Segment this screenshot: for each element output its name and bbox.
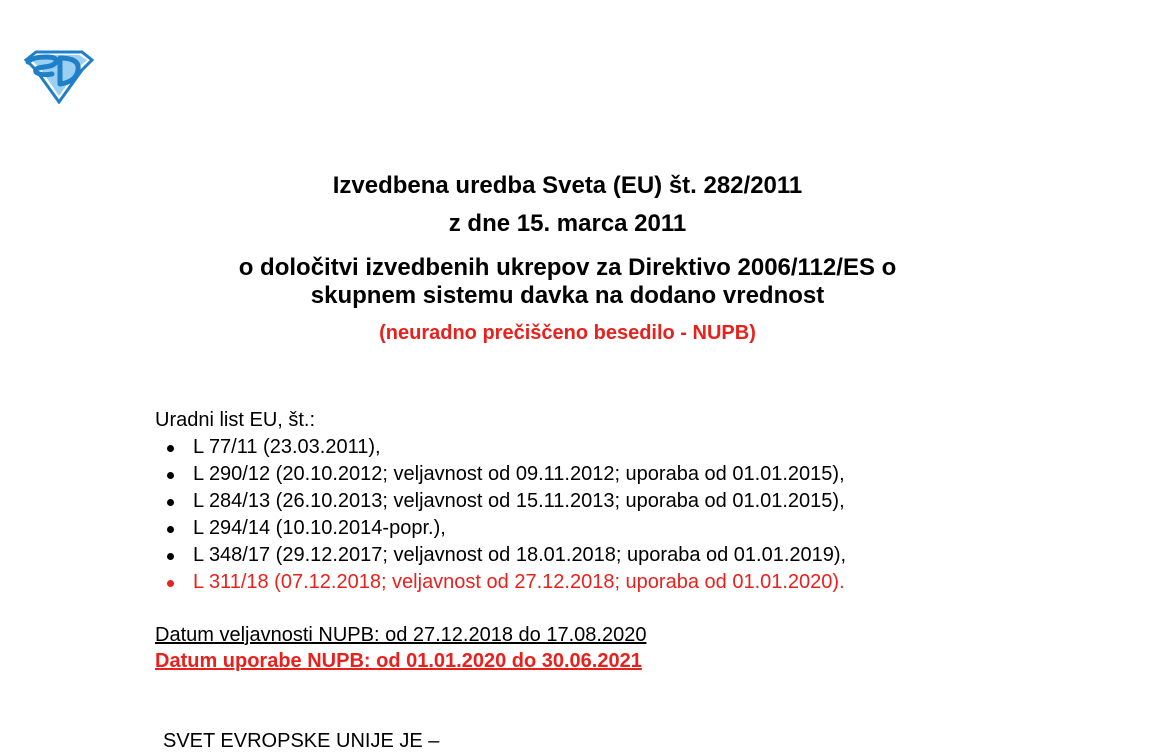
bullet-icon [167,445,174,452]
official-journal-heading: Uradni list EU, št.: [155,409,316,431]
bullet-icon [167,580,174,587]
list-item-text: L 290/12 (20.10.2012; veljavnost od 09.11.2012; uporaba od 01.01.2015), [193,463,845,485]
list-item-text: L 294/14 (10.10.2014-popr.), [193,517,446,539]
sd-logo-icon [22,48,96,104]
bullet-icon [167,553,174,560]
title-line-3: o določitvi izvedbenih ukrepov za Direktivo 2006/112/ES o [238,254,897,281]
list-item-text: L 77/11 (23.03.2011), [193,436,381,458]
title-line-4: skupnem sistemu davka na dodano vrednost [310,282,825,309]
bullet-icon [167,526,174,533]
application-date: Datum uporabe NUPB: od 01.01.2020 do 30.06.2021 [155,650,642,672]
official-journal-section [155,407,1055,596]
list-item-text: L 284/13 (26.10.2013; veljavnost od 15.11.2013; uporaba od 01.01.2015), [193,490,845,512]
council-text: SVET EVROPSKE UNIJE JE – [163,730,440,752]
official-journal-list [155,434,1055,596]
list-item [155,542,1055,569]
list-item [155,515,1055,542]
bullet-icon [167,472,174,479]
list-item-highlighted [155,569,1055,596]
validity-date: Datum veljavnosti NUPB: od 27.12.2018 do 17.08.2020 [155,624,647,646]
nupb-dates [155,622,646,674]
list-item-text: L 348/17 (29.12.2017; veljavnost od 18.01.2018; uporaba od 01.01.2019), [193,544,847,566]
list-item [155,488,1055,515]
list-item-text: L 311/18 (07.12.2018; veljavnost od 27.12.2018; uporaba od 01.01.2020). [193,571,845,593]
title-line-1: Izvedbena uredba Sveta (EU) št. 282/2011 [332,172,803,199]
list-item [155,434,1055,461]
title-line-2: z dne 15. marca 2011 [448,210,687,237]
bullet-icon [167,499,174,506]
document-subtitle: (neuradno prečiščeno besedilo - NUPB) [379,322,756,344]
list-item [155,461,1055,488]
